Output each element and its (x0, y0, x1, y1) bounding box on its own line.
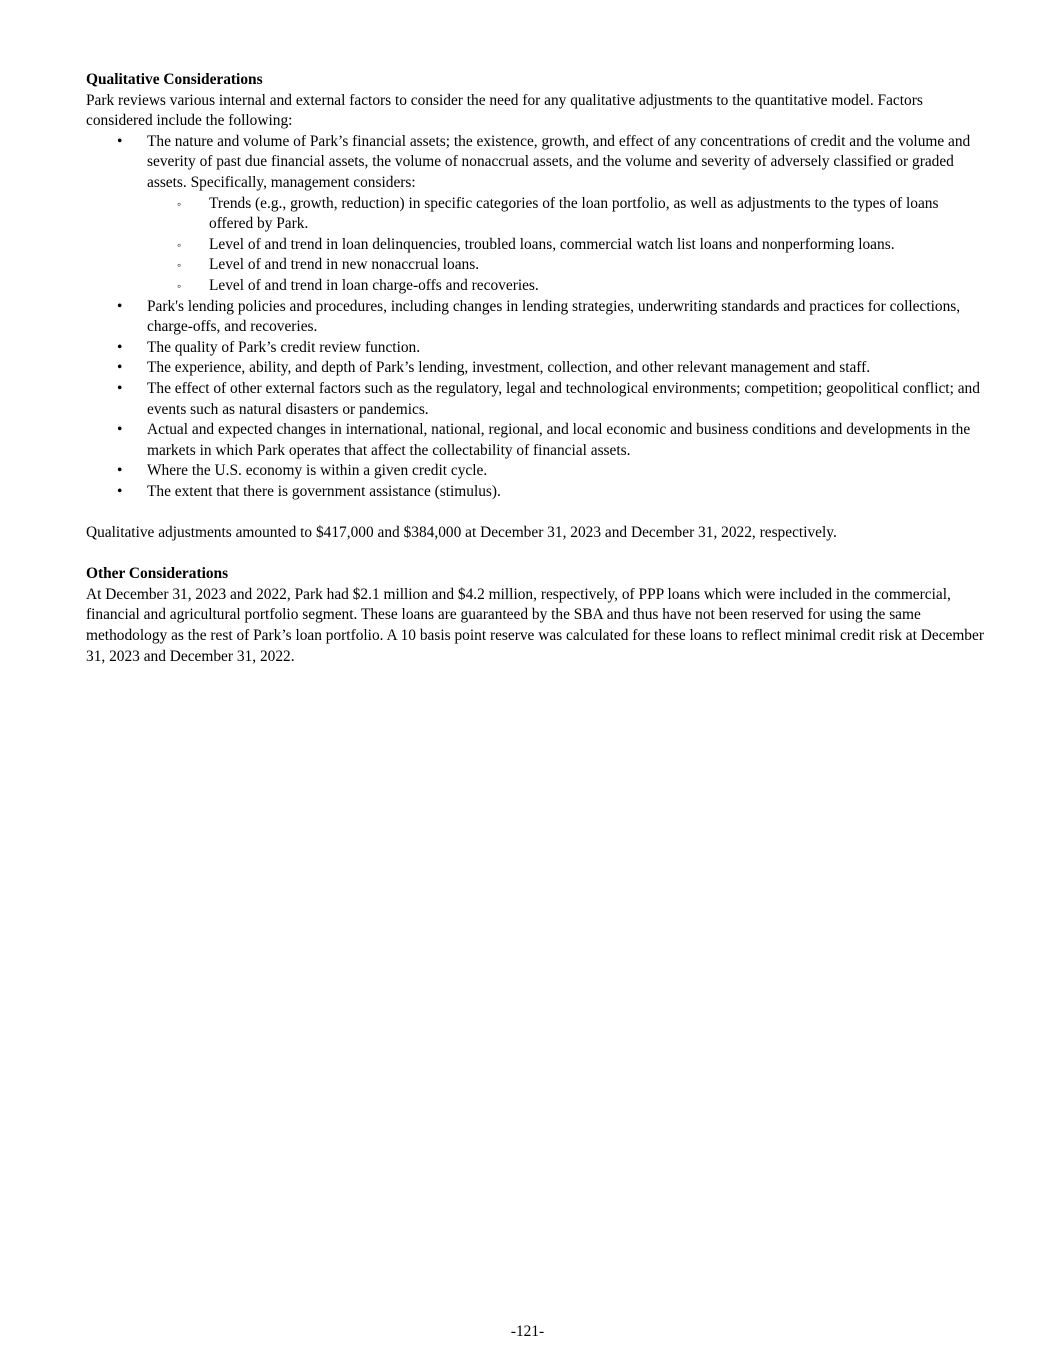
sub-list-item-text: Level of and trend in loan charge-offs and recoveries. (209, 276, 539, 294)
bullet-marker: • (117, 421, 123, 439)
qualitative-summary: Qualitative adjustments amounted to $417,000 and $384,000 at December 31, 2023 and December 31, 2022, respectively. (86, 524, 837, 542)
sub-bullet-marker: ◦ (177, 196, 182, 211)
list-item (86, 482, 986, 503)
document-body (86, 70, 986, 667)
page-number: -121- (510, 1323, 545, 1340)
sub-list-item-text: Level of and trend in loan delinquencies, troubled loans, commercial watch list loans and nonperforming loans. (209, 235, 895, 253)
sub-bullet-marker: ◦ (177, 237, 182, 252)
list-item (86, 297, 986, 338)
list-item-text: Actual and expected changes in international, national, regional, and local economic and business conditions and developments in the markets in which Park operates that affect the collectability of financial assets. (147, 421, 971, 459)
bullet-marker: • (117, 359, 123, 377)
list-item-text: The quality of Park’s credit review function. (147, 338, 421, 356)
list-item (86, 132, 986, 297)
list-item-text: The experience, ability, and depth of Park’s lending, investment, collection, and other relevant management and staff. (147, 359, 871, 377)
sub-list-item (147, 255, 986, 276)
sub-list-item (147, 276, 986, 297)
list-item-text: The effect of other external factors such as the regulatory, legal and technological environments; competition; geopolitical conflict; and events such as natural disasters or pandemics. (147, 379, 980, 418)
list-item (86, 338, 986, 359)
list-item-text: The extent that there is government assistance (stimulus). (147, 482, 501, 500)
list-item (86, 420, 986, 461)
qualitative-intro: Park reviews various internal and external factors to consider the need for any qualitative adjustments to the quantitative model. Factors considered include the following: (86, 91, 923, 130)
sub-list-item-text: Level of and trend in new nonaccrual loans. (209, 256, 480, 274)
bullet-marker: • (117, 297, 123, 315)
list-item-text: The nature and volume of Park’s financial assets; the existence, growth, and effect of any concentrations of credit and the volume and severity of past due financial assets, the volume of nonaccrual assets, and the volume and severity of adversely classified or graded assets. Specifically, management considers: (147, 132, 971, 191)
list-item (86, 379, 986, 420)
factor-list (86, 132, 986, 503)
other-heading: Other Considerations (86, 565, 229, 583)
bullet-marker: • (117, 462, 123, 480)
sub-list-item (147, 194, 986, 235)
sub-list-item (147, 235, 986, 256)
sub-bullet-marker: ◦ (177, 278, 182, 293)
qualitative-heading: Qualitative Considerations (86, 71, 263, 88)
sub-bullet-marker: ◦ (177, 258, 182, 273)
bullet-marker: • (117, 132, 123, 150)
list-item (86, 358, 986, 379)
other-body: At December 31, 2023 and 2022, Park had $2.1 million and $4.2 million, respectively, of PPP loans which were included in the commercial, financial and agricultural portfolio segment. These loans are guaranteed by the SBA and thus have not been reserved for using the same methodology as the rest of Park’s loan portfolio. A 10 basis point reserve was calculated for these loans to reflect minimal credit risk at December 31, 2023 and December 31, 2022. (86, 585, 984, 665)
list-item-text: Where the U.S. economy is within a given credit cycle. (147, 462, 488, 480)
sub-list-item-text: Trends (e.g., growth, reduction) in specific categories of the loan portfolio, as well as adjustments to the types of loans offered by Park. (209, 194, 939, 233)
sub-factor-list (147, 194, 986, 297)
bullet-marker: • (117, 379, 123, 397)
list-item-text: Park's lending policies and procedures, including changes in lending strategies, underwriting standards and practices for collections, charge-offs, and recoveries. (147, 297, 961, 336)
bullet-marker: • (117, 338, 123, 356)
spacer (86, 544, 986, 565)
spacer (86, 502, 986, 523)
bullet-marker: • (117, 482, 123, 500)
list-item (86, 461, 986, 482)
